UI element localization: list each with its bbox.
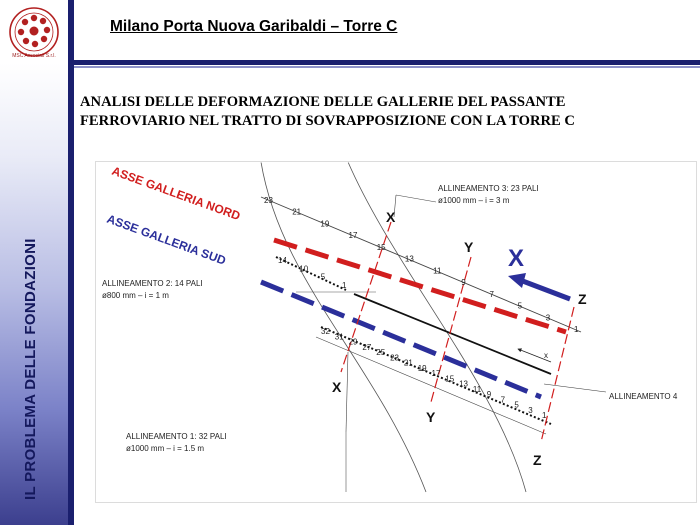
pile-number: 9 <box>461 278 466 288</box>
asse-galleria-sud <box>261 282 541 397</box>
pile-number: 29 <box>348 337 358 347</box>
pile-number: 23 <box>264 196 273 205</box>
pile-number: 13 <box>404 254 414 264</box>
allineamento-2-spec: ø800 mm – i = 1 m <box>102 291 169 300</box>
pile-number: 7 <box>489 289 494 299</box>
analysis-heading-line1: ANALISI DELLE DEFORMAZIONE DELLE GALLERIE DEL PASSANTE <box>80 94 566 110</box>
pile-number: 11 <box>433 266 442 276</box>
pile-number: 32 <box>321 327 330 336</box>
pile-number: 27 <box>362 342 372 352</box>
plan-drawing <box>96 162 696 502</box>
leader-all3-b <box>396 195 436 202</box>
dim-x-label: x <box>544 351 548 360</box>
pile-number: 5 <box>320 272 326 282</box>
pile-number: 19 <box>320 219 330 229</box>
header-divider <box>74 60 700 65</box>
direction-arrow-shaft <box>520 280 570 299</box>
asse-galleria-sud-label: ASSE GALLERIA SUD <box>104 211 228 268</box>
direction-x-label: X <box>508 245 525 272</box>
foundation-plan-diagram <box>96 162 696 502</box>
pile-number: 1 <box>342 281 347 290</box>
pile-number: 15 <box>376 242 386 252</box>
section-y-bottom-label: Y <box>426 409 436 425</box>
pile-number: 17 <box>431 369 441 378</box>
section-x-top-label: X <box>386 209 396 225</box>
pile-number: 19 <box>417 363 427 373</box>
allineamento-4-label: ALLINEAMENTO 4 <box>609 392 678 401</box>
sidebar <box>0 0 68 525</box>
analysis-heading <box>80 93 695 131</box>
header-divider-thin <box>74 66 700 68</box>
allineamento-2-title: ALLINEAMENTO 2: 14 PALI <box>102 279 203 288</box>
pile-number: 11 <box>472 384 482 394</box>
tower-outline-left <box>261 162 426 492</box>
logo-caption: MSC Associati S.r.l. <box>12 53 56 59</box>
analysis-heading-line2: FERROVIARIO NEL TRATTO DI SOVRAPPOSIZIONE CON LA TORRE C <box>80 113 575 129</box>
pile-row-1-numbers <box>321 327 547 420</box>
pile-number: 21 <box>403 358 413 368</box>
pile-number: 23 <box>390 353 400 363</box>
page-title: Milano Porta Nuova Garibaldi – Torre C <box>110 18 398 35</box>
pile-number: 31 <box>334 332 344 342</box>
pile-number: 1 <box>574 325 579 334</box>
pile-number: 5 <box>514 400 519 410</box>
allineamento-1-spec: ø1000 mm – i = 1.5 m <box>126 444 205 453</box>
pile-number: 10 <box>299 264 309 274</box>
pile-number: 21 <box>292 207 302 217</box>
pile-number: 3 <box>528 405 533 415</box>
sidebar-divider <box>68 0 74 525</box>
leader-all1 <box>346 352 348 432</box>
section-x-bottom-label: X <box>332 379 342 395</box>
pile-number: 17 <box>348 231 358 241</box>
direction-arrow-head <box>508 273 526 288</box>
pile-row-3-line <box>261 197 581 332</box>
allineamento-3-title: ALLINEAMENTO 3: 23 PALI <box>438 184 539 193</box>
pile-number: 15 <box>445 374 455 384</box>
pile-number: 3 <box>545 313 551 323</box>
allineamento-1-title: ALLINEAMENTO 1: 32 PALI <box>126 432 227 441</box>
section-y-top-label: Y <box>464 239 474 255</box>
pile-number: 7 <box>500 395 506 405</box>
pile-number: 1 <box>542 411 547 420</box>
pile-number: 13 <box>459 379 469 389</box>
sidebar-title: IL PROBLEMA DELLE FONDAZIONI <box>22 238 39 500</box>
pile-number: 9 <box>486 390 492 399</box>
section-z-top-label: Z <box>578 291 587 307</box>
pile-number: 25 <box>376 348 386 357</box>
allineamento-3-spec: ø1000 mm – i = 3 m <box>438 196 510 205</box>
section-z-bottom-label: Z <box>533 452 542 468</box>
asse-galleria-nord-label: ASSE GALLERIA NORD <box>109 163 243 224</box>
pile-number: 14 <box>278 256 287 265</box>
pile-number: 5 <box>517 301 523 311</box>
